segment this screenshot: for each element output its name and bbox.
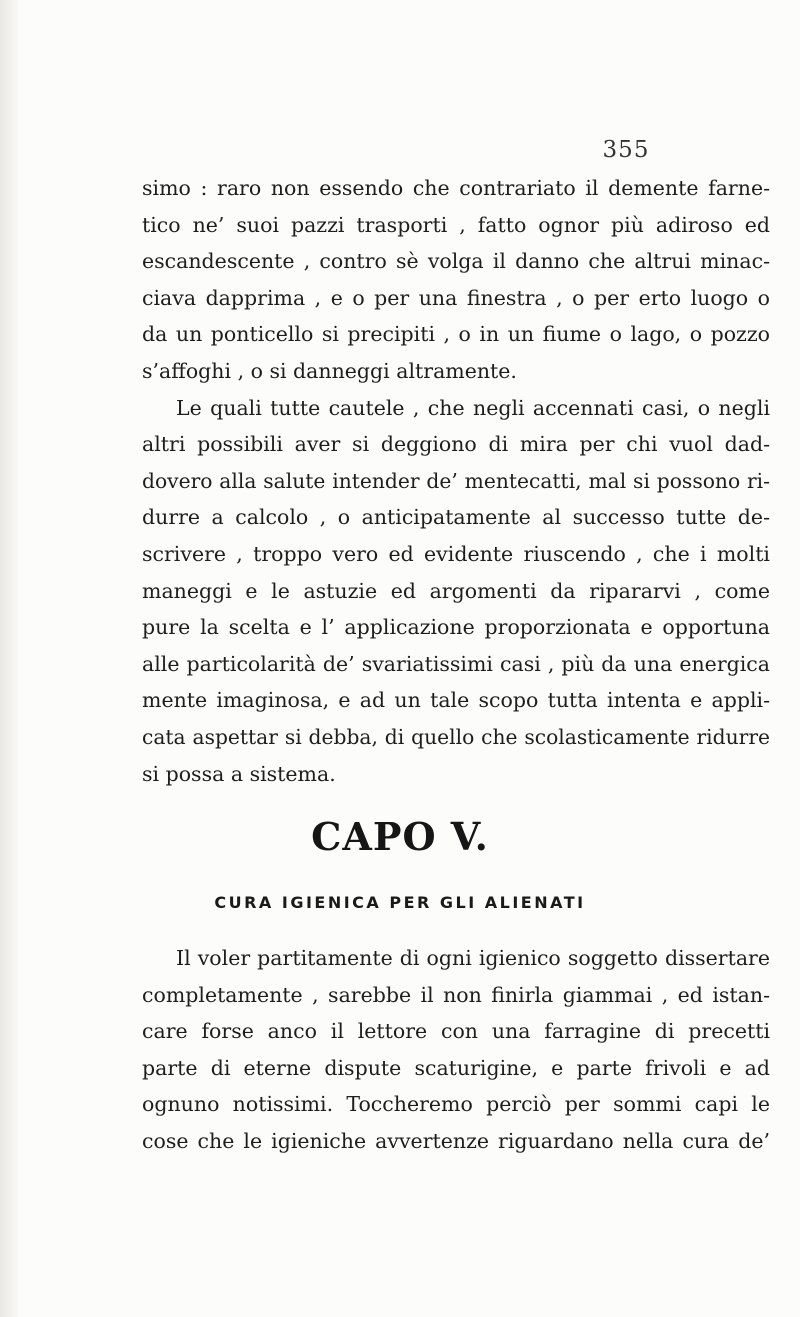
- text-line: altri possibili aver si deggiono di mira per chi vuol dad-: [142, 432, 770, 457]
- text-line: si possa a sistema.: [142, 761, 336, 786]
- text-line: ognuno notissimi. Toccheremo perciò per sommi capi le: [142, 1092, 770, 1117]
- text-line: Le quali tutte cautele , che negli accennati casi, o negli: [176, 395, 770, 420]
- text-line: maneggi e le astuzie ed argomenti da ripararvi , come: [142, 578, 770, 603]
- text-line: da un ponticello si precipiti , o in un fiume o lago, o pozzo: [142, 322, 770, 347]
- page-gutter: [0, 0, 18, 1317]
- text-line: s’affoghi , o si danneggi altramente.: [142, 358, 517, 383]
- text-line: alle particolarità de’ svariatissimi casi , più da una energica: [142, 651, 770, 676]
- text-line: ciava dapprima , e o per una finestra , o per erto luogo o: [142, 285, 770, 310]
- text-line: completamente , sarebbe il non finirla giammai , ed istan-: [142, 982, 770, 1007]
- text-line: dovero alla salute intender de’ mentecatti, mal si possono ri-: [142, 468, 770, 493]
- text-line: parte di eterne dispute scaturigine, e parte frivoli e ad: [142, 1055, 770, 1080]
- text-line: tico ne’ suoi pazzi trasporti , fatto ognor più adiroso ed: [142, 212, 770, 237]
- text-line: scrivere , troppo vero ed evidente riuscendo , che i molti: [142, 541, 770, 566]
- paragraph-block-bottom: [142, 940, 770, 1160]
- text-line: care forse anco il lettore con una farragine di precetti: [142, 1019, 770, 1044]
- text-line: pure la scelta e l’ applicazione proporzionata e opportuna: [142, 615, 770, 640]
- text-line: durre a calcolo , o anticipatamente al successo tutte de-: [142, 505, 770, 530]
- text-line: escandescente , contro sè volga il danno che altrui minac-: [142, 249, 770, 274]
- text-line: Il voler partitamente di ogni igienico soggetto dissertare: [176, 946, 770, 970]
- text-line: cata aspettar si debba, di quello che scolasticamente ridurre: [142, 724, 770, 749]
- text-line: simo : raro non essendo che contrariato il demente farne-: [142, 176, 770, 200]
- paragraph-block-top: [142, 170, 770, 792]
- chapter-subtitle: CURA IGIENICA PER GLI ALIENATI: [214, 893, 586, 912]
- chapter-title: CAPO V.: [311, 814, 489, 859]
- page-number: 355: [602, 137, 650, 163]
- text-line: mente imaginosa, e ad un tale scopo tutta intenta e appli-: [142, 688, 770, 713]
- text-line: cose che le igieniche avvertenze riguardano nella cura de’: [142, 1128, 770, 1153]
